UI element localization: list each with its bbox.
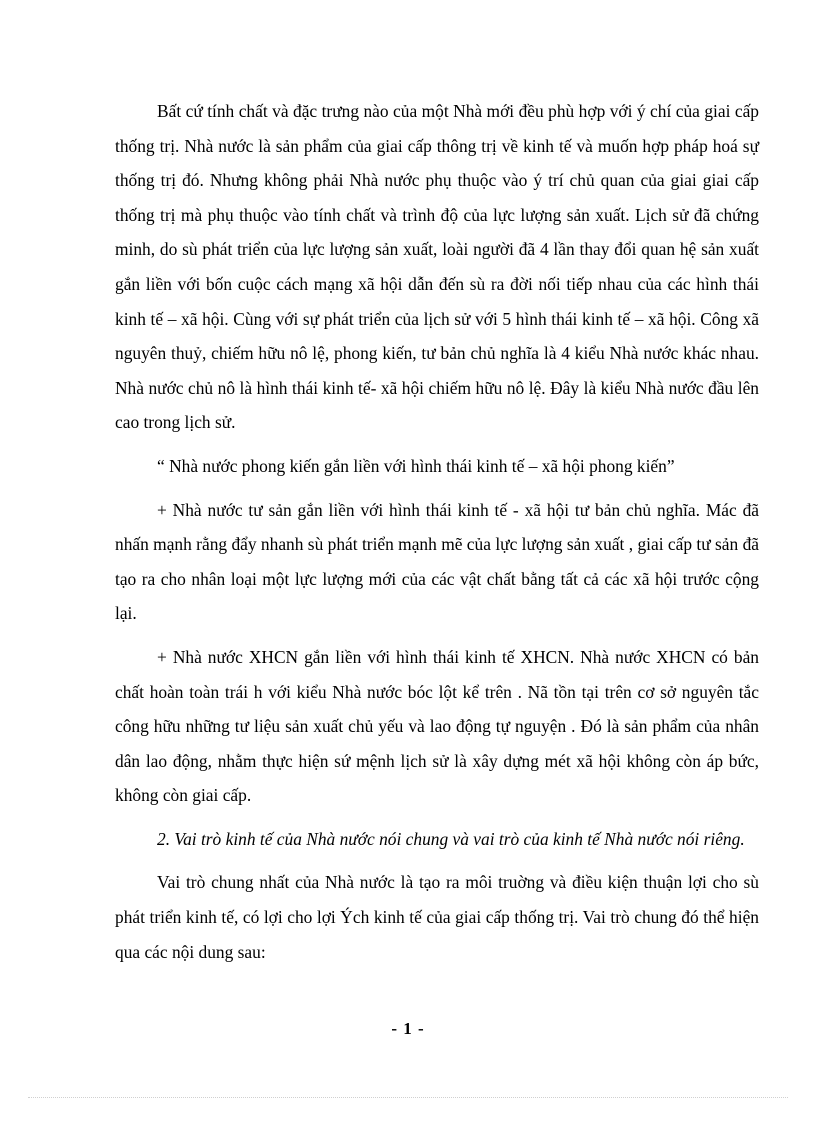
paragraph-state-nature: Bất cứ tính chất và đặc trưng nào của một Nhà mới đều phù hợp với ý chí của giai cấp thống trị. Nhà nước là sản phẩm của giai cấp thông trị về kinh tế và muốn hợp pháp hoá sự thống trị đó. Nhưng không phải Nhà nước phụ thuộc vào ý trí chủ quan của giai giai cấp thống trị mà phụ thuộc vào tính chất và trình độ của lực lượng sản xuất. Lịch sử đã chứng minh, do sù phát triển của lực lượng sản xuất, loài người đã 4 lần thay đổi quan hệ sản xuất gắn liền với bốn cuộc cách mạng xã hội dẫn đến sù ra đời nối tiếp nhau của các hình thái kinh tế – xã hội. Cùng với sự phát triển của lịch sử với 5 hình thái kinh tế – xã hội. Công xã nguyên thuỷ, chiếm hữu nô lệ, phong kiến, tư bản chủ nghĩa là 4 kiểu Nhà nước khác nhau. Nhà nước chủ nô là hình thái kinh tế- xã hội chiếm hữu nô lệ. Đây là kiểu Nhà nước đầu lên cao trong lịch sử. [115, 101, 759, 433]
section-heading-economic-role: 2. Vai trò kinh tế của Nhà nước nói chung và vai trò của kinh tế Nhà nước nói riêng. [157, 828, 745, 849]
page-bottom-divider [28, 1097, 788, 1098]
page-number: - 1 - [391, 1019, 425, 1038]
paragraph-bourgeois-state: + Nhà nước tư sản gắn liền với hình thái kinh tế - xã hội tư bản chủ nghĩa. Mác đã nhấn mạnh rằng đẩy nhanh sù phát triển mạnh mẽ của lực lượng sản xuất , giai cấp tư sản đã tạo ra cho nhân loại một lực lượng mới của các vật chất bằng tất cả các xã hội trước cộng lại. [115, 499, 759, 624]
paragraph-feudal-state: “ Nhà nước phong kiến gắn liền với hình thái kinh tế – xã hội phong kiến” [157, 455, 675, 476]
paragraph-socialist-state: + Nhà nước XHCN gắn liền với hình thái kinh tế XHCN. Nhà nước XHCN có bản chất hoàn toàn trái h với kiểu Nhà nước bóc lột kể trên . Nã tồn tại trên cơ sở nguyên tắc công hữu những tư liệu sản xuất chủ yếu và lao động tự nguyện . Đó là sản phẩm của nhân dân lao động, nhằm thực hiện sứ mệnh lịch sử là xây dựng mét xã hội không còn áp bức, không còn giai cấp. [115, 646, 759, 806]
document-body [115, 94, 759, 978]
paragraph-general-role: Vai trò chung nhất của Nhà nước là tạo ra môi truờng và điều kiện thuận lợi cho sù phát triển kinh tế, có lợi cho lợi Ých kinh tế của giai cấp thống trị. Vai trò chung đó thể hiện qua các nội dung sau: [115, 872, 759, 962]
